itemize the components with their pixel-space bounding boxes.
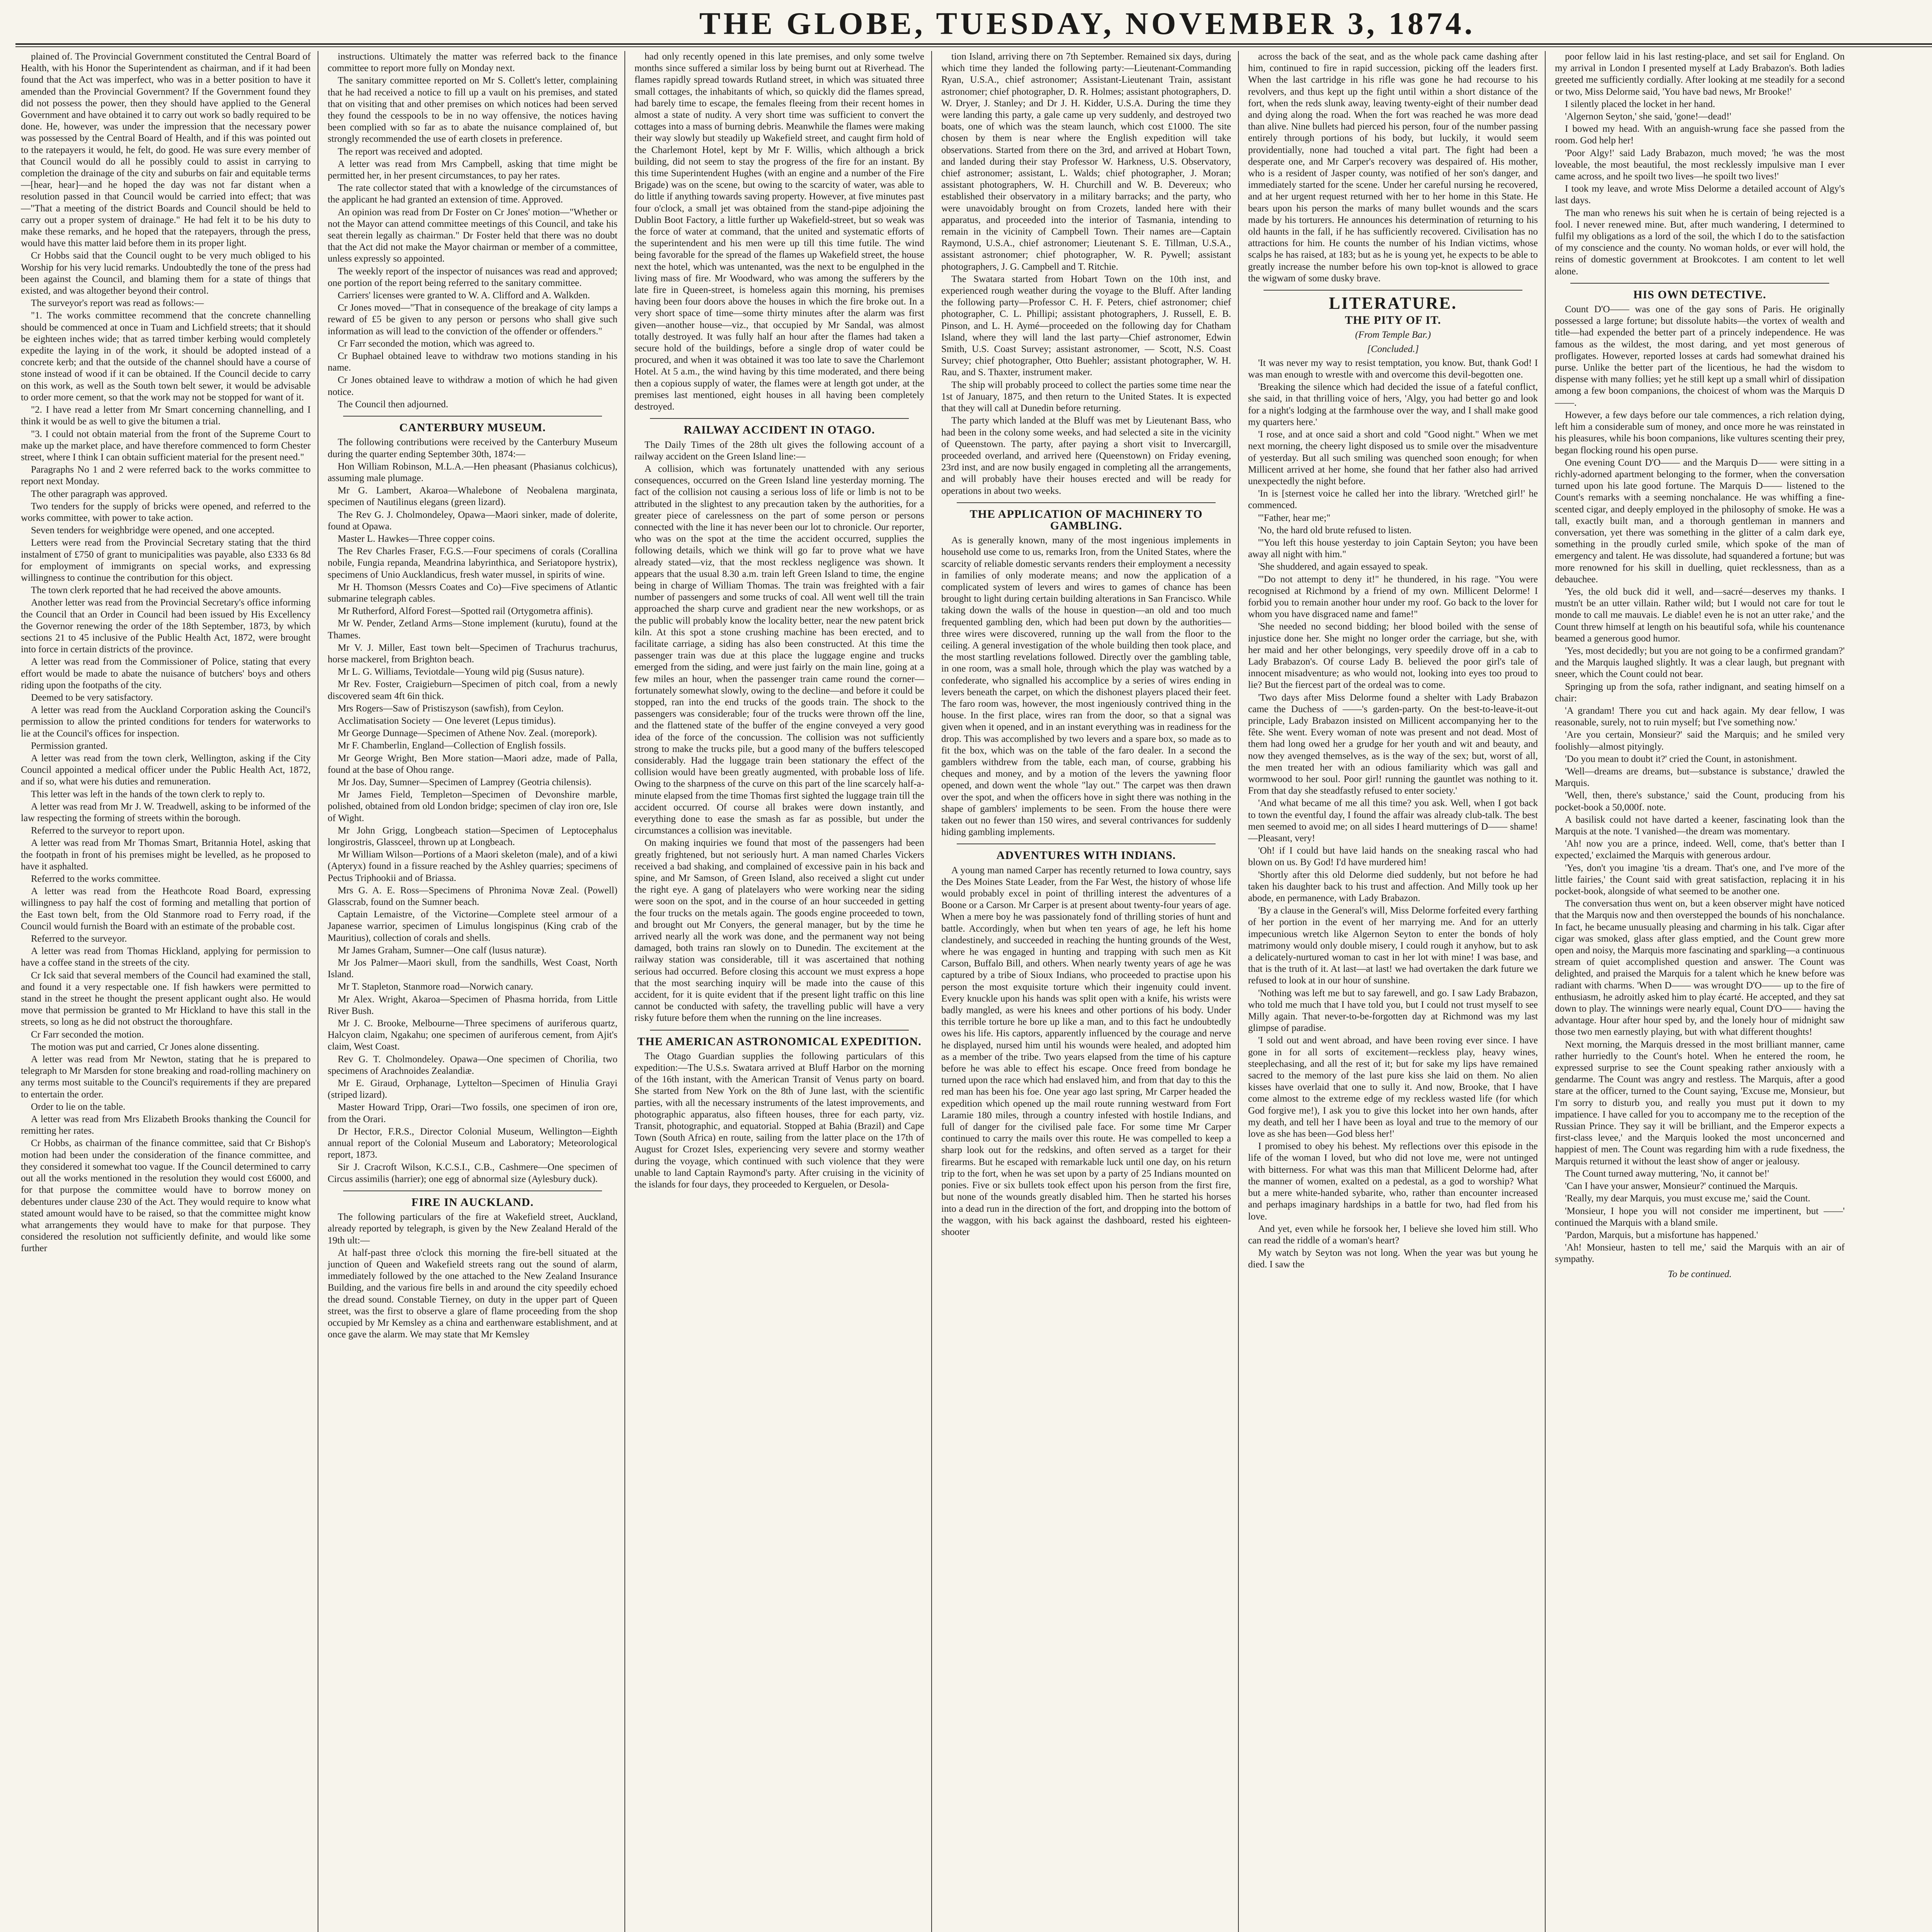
paragraph: Mr H. Thomson (Messrs Coates and Co)—Five specimens of Atlantic submarine telegraph cables. (328, 582, 617, 604)
paragraph: Carriers' licenses were granted to W. A. Clifford and A. Walkden. (338, 290, 590, 301)
paragraph: 'Ah! now you are a prince, indeed. Well, come, that's better than I expected,' exclaimed the Marquis with generous ardour. (1555, 838, 1845, 861)
paragraph: The Swatara started from Hobart Town on the 10th inst, and experienced rough weather during the voyage to the Bluff. After landing the following party—Professor C. H. F. Peters, chief astronomer; chief photographer, C. L. Phillipi; assistant photographers, J. Russell, E. B. Pinson, and L. H. Aymé—proceeded on the following day for Chatham Island, where they will land the last party—Chief astronomer, Edwin Smith, U.S. Coast Survey; assistant astronomer, — Scott, N.S. Coast Survey; chief photographer, Otto Buehler; assistant photographer, W. H. Rau, and S. Thaxter, instrument maker. (941, 274, 1231, 378)
column-2 (322, 51, 623, 1932)
paragraph: 'Breaking the silence which had decided the issue of a fateful conflict, she said, in that thrilling voice of hers, 'Algy, you had better go and look for a night's lodging at the farmhouse over the way, and I shall make good my quarters here.' (1248, 382, 1538, 427)
paragraph: The Otago Guardian supplies the following particulars of this expedition:—The U.S.s. Swatara arrived at Bluff Harbor on the morning of the 16th instant, with the American Transit of Venus party on board. She started from New York on the 8th of June last, with the scientific parties, with all the necessary instruments of the latest improvements, and photographic apparatus, also fifteen houses, three for each party, viz. Transit, photographic, and equatorial. Stopped at Bahia (Brazil) and Cape Town (South Africa) en route, sailing from the latter place on the 17th of August for Crozet Isles, experiencing very severe and stormy weather during the voyage, which continued with such violence that they were unable to land Captain Raymond's party. After cruising in the vicinity of the islands for four days, they proceeded to Kerguelen, or Desola- (634, 1051, 924, 1190)
paragraph: The Rev Charles Fraser, F.G.S.—Four specimens of corals (Corallina nobile, Fungia repanda, Meandrina labyrinthica, and Seriatopore hystrix), specimens of Unio Aucklandicus, fresh water mussel, in spirits of wine. (328, 546, 617, 580)
paragraph: I bowed my head. With an anguish-wrung face she passed from the room. God help her! (1555, 124, 1845, 146)
article-heading: THE PITY OF IT. (1345, 314, 1441, 327)
column-divider (624, 51, 629, 1932)
paragraph: 'Nothing was left me but to say farewell, and go. I saw Lady Brabazon, who told me much that I have told you, but I could not trust myself to see Milly again. That never-to-be-forgotten day at Richmond was my last glimpse of paradise. (1248, 988, 1538, 1034)
paragraph: Order to lie on the table. (31, 1101, 126, 1112)
paragraph: '"Do not attempt to deny it!" he thundered, in his rage. "You were recognised at Richmond by a friend of my own. Millicent Delorme! I forbid you to remain another hour under my roof. Go back to the lover for whom you have disgraced name and fame!" (1248, 574, 1538, 620)
paragraph: The ship will probably proceed to collect the parties some time near the 1st of January, 1875, and then return to the United States. It is expected that they will call at Dunedin before returning. (941, 379, 1231, 414)
paragraph: Cr Farr seconded the motion. (31, 1029, 144, 1040)
paragraph: Deemed to be very satisfactory. (31, 692, 153, 703)
paragraph: A letter was read from Mr J. W. Treadwell, asking to be informed of the law respecting the forming of streets within the borough. (21, 801, 311, 823)
paragraph: 'Oh! if I could but have laid hands on the sneaking rascal who had blown on us. By God! I'd have murdered him! (1248, 845, 1538, 868)
column-divider (1238, 51, 1243, 1932)
continuation-note: To be continued. (1668, 1269, 1732, 1279)
paragraph: had only recently opened in this late premises, and only some twelve months since suffered a similar loss by being burnt out at Riverhead. The flames rapidly spread towards Rutland street, in which was situated three small cottages, the inhabitants of which, so quickly did the flames spread, had barely time to escape, the females fleeing from their recent homes in almost a state of nudity. A very short time was sufficient to convert the cottages into a mass of burning debris. Meanwhile the flames were making their way slowly but steadily up Wakefield street, and caught firm hold of the Charlemont Hotel, kept by Mr F. Willis, which although a brick building, did not seem to stay the progress of the fire for an instant. By this time Superintendent Hughes (with an engine and a number of the Fire Brigade) was on the scene, but owing to the scarcity of water, was able to do little if anything towards saving property. However, at five minutes past four o'clock, a small jet was obtained from the stand-pipe adjoining the Dublin Boot Factory, a little further up Wakefield-street, but so weak was the force of water at command, that the united and systematic efforts of the superintendent and his men were up till this time futile. The wind being favorable for the spread of the flames up Wakefield street, the house next the hotel, which was untenanted, was the next to be engulphed in the living mass of fire. Mr Woodward, who was among the sufferers by the late fire in Queen-street, is homeless again this morning, his premises having been four doors above the houses in which the fire broke out. In a very short space of time—some thirty minutes after the alarm was first given—another house—viz., that occupied by Mr Sandal, was almost totally destroyed. It was fully half an hour after the flames had taken a secure hold of the buildings, before a single drop of water could be procured, and when it was obtained it was too late to save the Charlemont Hotel. At 5 a.m., the wind having by this time moderated, and there being then a copious supply of water, the flames were at length got under, at the premises last mentioned, eight houses in all having been completely destroyed. (634, 51, 924, 412)
paragraph: However, a few days before our tale commences, a rich relation dying, left him a considerable sum of money, and once more he was reinstated in his pleasures, while his boon companions, like vultures scenting their prey, began flocking round his open purse. (1555, 410, 1845, 456)
paragraph: Master Howard Tripp, Orari—Two fossils, one specimen of iron ore, from the Orari. (328, 1102, 617, 1124)
paragraph: One evening Count D'O—— and the Marquis D—— were sitting in a richly-adorned apartment belonging to the former, when the conversation turned upon his late good fortune. The Marquis D—— listened to the Count's remarks with a seeming nonchalance. He was whiffing a fine-scented cigar, and deeply employed in the philosophy of smoke. He was a tall, exactly built man, and a thorough gentleman in manners and conversation, yet there was something in the glitter of a calm dark eye, something in the proudly curled smile, which spoke of the man of emergency and talent. He was dissolute, had squandered a fortune; but was more renowned for his skill in duelling, quiet recklessness, than as a debauchee. (1555, 457, 1845, 585)
paragraph: plained of. The Provincial Government constituted the Central Board of Health, with his Honor the Superintendent as chairman, and if it had been found that the Act was imperfect, who was in a better position to have it amended than the Provincial Government? If the Government found they did not possess the power, then they should have applied to the General Government and have obtained it to carry out work so badly required to be done. He, however, was under the impression that the necessary power was possessed by the Central Board of Health, and if this was pointed out to the ratepayers it would, he felt, do good. He was sure every member of that Council would do all he possibly could to assist in carrying to completion the drainage of the city and suburbs on fair and equitable terms—[hear, hear]—and he hoped the day was not far distant when a resolution passed in that Council would be carried into effect; that was—"That a meeting of the district Boards and Council should be held to carry out a proper system of drainage." He had felt it to be his duty to make these remarks, and he hoped that the ratepayers, through the press, would have this matter laid before them in its proper light. (21, 51, 311, 249)
paragraph: 'She needed no second bidding; her blood boiled with the sense of injustice done her. She might no longer order the carriage, but she, with her maid and her other belongings, very speedily drove off in a cab to Lady Brabazon's. Of course Lady B. believed the poor girl's tale of innocent misadventure; as who would not, looking into eyes too proud to lie? But the fiercest part of the ordeal was to come. (1248, 621, 1538, 690)
paragraph: tion Island, arriving there on 7th September. Remained six days, during which time they landed the following party:—Lieutenant-Commanding Ryan, U.S.A., chief astronomer; Assistant-Lieutenant Train, assistant astronomer; chief photographer, D. R. Holmes; assistant photographers, D. W. Dryer, J. Stanley; and Dr J. H. Kidder, U.S.A. During the time they were landing this party, a gale came up very suddenly, and destroyed two boats, one of which was the steam launch, which cost £1000. The site chosen by them is near where the English expedition will take observations. Started from there on the 3rd, and arrived at Hobart Town, and landed during their stay Professor W. Harkness, U.S. Observatory, chief astronomer; assistant, L. Walds; chief photographer, J. Moran; assistant photographers, W. H. Churchill and W. B. Devereux; who established their observatory in a military barracks; and the party, who were unavoidably brought on from Crozets, landed here with their apparatus, and proceeded into the interior of Tasmania, intending to remain in the vicinity of Campbell Town. Their names are—Captain Raymond, U.S.A., chief astronomer; Lieutenant S. E. Tillman, U.S.A., assistant astronomer; chief photographer, W. R. Pywell; assistant photographers, J. G. Campbell and T. Ritchie. (941, 51, 1231, 272)
paragraph: And yet, even while he forsook her, I believe she loved him still. Who can read the riddle of a woman's heart? (1248, 1223, 1538, 1246)
paragraph: I silently placed the locket in her hand. (1565, 99, 1715, 109)
paragraph: The following particulars of the fire at Wakefield street, Auckland, already reported by telegraph, is given by the New Zealand Herald of the 19th ult:— (328, 1212, 617, 1246)
paragraph: 'Pardon, Marquis, but a misfortune has happened.' (1565, 1230, 1758, 1240)
paragraph: instructions. Ultimately the matter was referred back to the finance committee to report more fully on Monday next. (328, 51, 617, 74)
paragraph: Mr Jos. Day, Sumner—Specimen of Lamprey (Geotria chilensis). (338, 777, 592, 787)
paragraph: Mr Rev. Foster, Craigieburn—Specimen of pitch coal, from a newly discovered seam 4ft 6in thick. (328, 679, 617, 701)
masthead-rule-top (15, 43, 1932, 45)
paragraph: Referred to the surveyor. (31, 934, 127, 944)
paragraph: Cr Farr seconded the motion, which was agreed to. (338, 338, 535, 349)
section-divider (1264, 290, 1522, 291)
paragraph: Mr V. J. Miller, East town belt—Specimen of Trachurus trachurus, horse mackerel, from Brighton beach. (328, 642, 617, 665)
paragraph: The Daily Times of the 28th ult gives the following account of a railway accident on the Green Island line:— (634, 439, 924, 462)
paragraph: Mr G. Lambert, Akaroa—Whalebone of Neobalena marginata, specimen of Nautilinus elegans (green lizard). (328, 485, 617, 508)
paragraph: across the back of the seat, and as the whole pack came dashing after him, continued to fire in rapid succession, picking off the leaders first. When the last cartridge in his rifle was gone he had recourse to his revolvers, and thus kept up the fight until within a short distance of the fort, when the reds slunk away, leaving twenty-eight of their number dead and dying along the road. When the fort was reached he was more dead than alive. Nine bullets had pierced his person, four of the number passing entirely through portions of his body, but luckily, it would seem providentially, none had touched a vital part. The fight had been a desperate one, and Mr Carper's recovery was despaired of. His mother, who is a resident of Jasper county, was notified of her son's danger, and immediately started for the scene. Under her careful nursing he recovered, and at her urgent request returned with her to her home in this State. He bears upon his person the marks of many bullet wounds and the scars made by his torturers. He announces his determination of returning to his old haunts in the fall, if he has sufficiently recovered. Civilisation has no attractions for him. He counts the number of his Indian victims, whose scalps he has raised, at 183; but as he is young yet, he expects to be able to greatly increase the number before his own top-knot is allowed to grace the wigwam of some dusky brave. (1248, 51, 1538, 284)
paragraph: Next morning, the Marquis dressed in the most brilliant manner, came rather hurriedly to the Count's hotel. When he entered the room, he expressed surprise to see the Count speaking rather anxiously with a gendarme. The Count was angry and restless. The Marquis, after a good stare at the officer, turned to the Count saying, 'Excuse me, Monsieur, but I'm sorry to disturb you, and really you must put it down to my impatience. I have called for you to accompany me to the reception of the Russian Prince. They say it will be brilliant, and the Emperor expects a first-class levee,' and the Marquis looked the most unconcerned and happiest of men. The Count was regarding him with a rude fixedness, the Marquis returned it without the least show of anger or jealousy. (1555, 1039, 1845, 1167)
column-divider (1545, 51, 1549, 1932)
paragraph: The Count turned away muttering, 'No, it cannot be!' (1565, 1168, 1769, 1179)
section-divider (1570, 283, 1829, 284)
paragraph: The following contributions were received by the Canterbury Museum during the quarter ending September 30th, 1874:— (328, 437, 617, 459)
paragraph: Cr Jones moved—"That in consequence of the breakage of city lamps a reward of £5 be given to any person or persons who shall give such information as will lead to the conviction of the offender or offenders." (328, 303, 617, 337)
paragraph: 'Are you certain, Monsieur?' said the Marquis; and he smiled very foolishly—almost pityingly. (1555, 730, 1845, 752)
paragraph: Mr T. Stapleton, Stanmore road—Norwich canary. (338, 981, 533, 992)
column-1 (15, 51, 316, 1932)
paragraph: Referred to the works committee. (31, 874, 161, 884)
paragraph: 'Can I have your answer, Monsieur?' continued the Marquis. (1565, 1181, 1798, 1192)
paragraph: 'Two days after Miss Delorme found a shelter with Lady Brabazon came the Duchess of ——'s garden-party. On the best-to-leave-it-out principle, Lady Brabazon insisted on Millicent accompanying her to the fête. She went. Every woman of note was present and not dead. Most of them had long owed her a grudge for her youth and wit and beauty, and now they avenged themselves, as is the way of the sex; but, worst of all, the men treated her with an odious familiarity which was gall and wormwood to her soul. Poor girl! running the gauntlet was nothing to it. From that day she steadfastly refused to enter society.' (1248, 692, 1538, 796)
article-heading: THE AMERICAN ASTRONOMICAL EXPEDITION. (637, 1035, 922, 1048)
article-heading: FIRE IN AUCKLAND. (411, 1196, 534, 1209)
masthead (15, 7, 1932, 40)
paragraph: I took my leave, and wrote Miss Delorme a detailed account of Algy's last days. (1555, 184, 1845, 206)
column-divider (318, 51, 322, 1932)
paragraph: "1. The works committee recommend that the concrete channelling should be commenced at once in Tuam and Lichfield streets; that it should be eighteen inches wide; that as tarred timber kerbing would completely expedite the laying in of the work, it should be adopted instead of a concrete kerb; and that the outside of the channel should have a course of stone instead of wood if it can be obtained. If the Council decide to carry on this work, as well as the South town belt sewer, it would be advisable to order more cement, so that the work may not be stopped for want of it. (21, 310, 311, 403)
paragraph: A basilisk could not have darted a keener, fascinating look than the Marquis at the note. 'I vanished—the dream was momentary. (1555, 814, 1845, 837)
column-4 (936, 51, 1236, 1932)
paragraph: A letter was read from Mrs Campbell, asking that time might be permitted her, in her present circumstances, to pay her rates. (328, 158, 617, 181)
section-divider (343, 416, 602, 417)
paragraph: 'Ah! Monsieur, hasten to tell me,' said the Marquis with an air of sympathy. (1555, 1242, 1845, 1265)
paragraph: The town clerk reported that he had received the above amounts. (31, 585, 281, 596)
paragraph: My watch by Seyton was not long. When the year was but young he died. I saw the (1248, 1248, 1538, 1270)
paragraph: A letter was read from the Heathcote Road Board, expressing willingness to pay half the cost of forming and metalling that portion of the East town belt, from the Old Stanmore road to Ferry road, if the Council would furnish the Board with an estimate of the probable cost. (21, 886, 311, 932)
column-3 (629, 51, 930, 1932)
paragraph: "3. I could not obtain material from the front of the Supreme Court to make up the market place, and have therefore commenced to form Chester street, where I think I can obtain sufficient material for the present need." (21, 429, 311, 463)
paragraph: A letter was read from Mr Newton, stating that he is prepared to telegraph to Mr Marsden for stone breaking and road-rolling machinery on any terms most suitable to the Council's requirements if they are prepared to entertain the order. (21, 1054, 311, 1100)
paragraph: Permission granted. (31, 740, 108, 751)
paragraph: Springing up from the sofa, rather indignant, and seating himself on a chair: (1555, 681, 1845, 704)
paragraph: Mrs Rogers—Saw of Pristiszyson (sawfish), from Ceylon. (338, 703, 564, 714)
paragraph: 'Really, my dear Marquis, you must excuse me,' said the Count. (1565, 1193, 1811, 1204)
article-subheading: [Concluded.] (1367, 344, 1419, 354)
paragraph: I promised to obey his behest. My reflections over this episode in the life of the woman I loved, but who did not love me, were not untinged with bitterness. For what was this man that Millicent Delorme had, after the manner of women, exalted on a pedestal, as a god to worship? What but a mere white-handed sybarite, who, rather than encounter increased and perhaps imaginary hardships in a battle for two, had fled from his love. (1248, 1141, 1538, 1222)
paragraph: Mr James Graham, Sumner—One calf (lusus naturæ). (338, 945, 547, 956)
column-5 (1243, 51, 1543, 1932)
paragraph: 'By a clause in the General's will, Miss Delorme forfeited every farthing of her portion in the event of her marrying me. And for an utterly impecunious wretch like Algernon Seyton to enter the bonds of holy matrimony would only double misery, I could rough it anyhow, but to ask a delicately-nurtured woman to cast in her lot with mine! I was base, and that is the truth of it. At last—at last! we had overtaken the dark future we refused to look at in our hour of sunshine. (1248, 905, 1538, 986)
paragraph: Cr Ick said that several members of the Council had examined the stall, and found it a very respectable one. If fish hawkers were permitted to stand in the street he thought the present applicant ought also. He would move that permission be granted to Mr Hickland to have this stall in the streets, so long as he did not obstruct the thoroughfare. (21, 970, 311, 1027)
paragraph: Referred to the surveyor to report upon. (31, 825, 185, 836)
paragraph: Acclimatisation Society — One leveret (Lepus timidus). (338, 715, 556, 726)
section-divider (343, 1190, 602, 1191)
paragraph: At half-past three o'clock this morning the fire-bell situated at the junction of Queen and Wakefield streets rang out the sound of alarm, immediately followed by the one attached to the New Zealand Insurance Building, and the various fire bells in and around the city speedily echoed the dread sound. Constable Tierney, on duty in the upper part of Queen street, was the first to observe a glare of flame proceeding from the shop occupied by Mr Kemsley as a china and earthenware establishment, and at once gave the alarm. We may state that Mr Kemsley (328, 1247, 617, 1340)
paragraph: The rate collector stated that with a knowledge of the circumstances of the applicant he had granted an extension of time. Approved. (328, 183, 617, 205)
paragraph: 'In is [sternest voice he called her into the library. 'Wretched girl!' he commenced. (1248, 488, 1538, 511)
paragraph: Mr John Grigg, Longbeach station—Specimen of Leptocephalus longirostris, Glassceel, thrown up at Longbeach. (328, 825, 617, 847)
article-subheading: (From Temple Bar.) (1355, 330, 1431, 340)
paragraph: Dr Hector, F.R.S., Director Colonial Museum, Wellington—Eighth annual report of the Colonial Museum and Laboratory; Meteorological report, 1873. (328, 1126, 617, 1160)
paragraph: A letter was read from Thomas Hickland, applying for permission to have a coffee stand in the streets of the city. (21, 946, 311, 968)
paragraph: The report was received and adopted. (338, 146, 483, 157)
paragraph: Cr Hobbs said that the Council ought to be very much obliged to his Worship for his very lucid remarks. Undoubtedly the tone of the press had been against the Council, and blaming them for a state of things that existed, and was altogether beyond their control. (21, 250, 311, 296)
paragraph: The surveyor's report was read as follows:— (31, 298, 204, 309)
paragraph: Mr F. Chamberlin, England—Collection of English fossils. (338, 740, 566, 751)
paragraph: A young man named Carper has recently returned to Iowa country, says the Des Moines State Leader, from the Far West, the history of whose life would probably excel in point of thrilling interest the adventures of a Boone or a Carson. Mr Carper is at present about twenty-four years of age. When a mere boy he was passionately fond of thrilling stories of hunt and battle. Accordingly, when but when ten years of age, he left his home clandestinely, and succeeded in reaching the hunting grounds of the West, where he was engaged in hunting and trapping with such men as Kit Carson, Buffalo Bill, and others. When nearly twenty years of age he was captured by a tribe of Sioux Indians, who proceeded to practise upon his person the most exquisite torture which their ingenuity could invent. Every knuckle upon his hands was split open with a knife, his wrists were badly mangled, as were his knees and other portions of his body. Under this terrible torture he bore up like a man, and to this fact he undoubtedly owes his life. His captors, apparently influenced by the courage and nerve he displayed, nursed him until his wounds were healed, and adopted him as a member of the tribe. Two years elapsed from the time of his capture before he was able to effect his escape. Once freed from bondage he turned upon the race which had enslaved him, and from that day to this the red man has been his foe. One year ago last spring, Mr Carper headed the expedition which opened up the mail route running westward from Fort Laramie 180 miles, through a country infested with hostile Indians, and full of danger for the civilised pale face. For some time Mr Carper continued to carry the mails over this route. He was compelled to keep a sharp look out for the redskins, and often served as a target for their firearms. But he escaped with remarkable luck until one day, on his return trip to the fort, when he was set upon by a party of 25 Indians mounted on ponies. Five or six bullets took effect upon his person from the first fire, but none of the wounds greatly disabled him. Then he started his horses into a dead run in the direction of the fort, and dropping into the bottom of the waggon, with his back against the dashboard, rested his eighteen-shooter (941, 865, 1231, 1237)
paragraph: Mr W. Pender, Zetland Arms—Stone implement (kurutu), found at the Thames. (328, 618, 617, 641)
paragraph: Mrs G. A. E. Ross—Specimens of Phronima Novæ Zeal. (Powell) Glasscrab, found on the Sumner beach. (328, 885, 617, 908)
paragraph: Mr Rutherford, Alford Forest—Spotted rail (Ortygometra affinis). (338, 606, 593, 617)
paragraph: The weekly report of the inspector of nuisances was read and approved; one portion of the report being referred to the sanitary committee. (328, 266, 617, 288)
article-heading: RAILWAY ACCIDENT IN OTAGO. (684, 423, 875, 437)
paragraph: An opinion was read from Dr Foster on Cr Jones' motion—"Whether or not the Mayor can attend committee meetings of this Council, and take his seat therein legally as chairman." Dr Foster held that there was no doubt that the Act did not make the Mayor chairman or member of a committee, unless expressly so appointed. (328, 207, 617, 264)
paragraph: 'A grandam! There you cut and hack again. My dear fellow, I was reasonable, surely, not to ruin myself; but I've something now.' (1555, 705, 1845, 728)
paragraph: A letter was read from the Auckland Corporation asking the Council's permission to allow the printed conditions for tenders for waterworks to lie at the Council's offices for inspection. (21, 705, 311, 739)
paragraph: 'Poor Algy!' said Lady Brabazon, much moved; 'he was the most loveable, the most beautiful, the most recklessly impulsive man I ever came across, and he spoilt two lives—he spoilt two lives!' (1555, 148, 1845, 182)
paragraph: Cr Hobbs, as chairman of the finance committee, said that Cr Bishop's motion had been under the consideration of the finance committee, and they considered it somewhat too vague. If the Council determined to carry out all the works mentioned in the resolution they would cost £6000, and for that purpose the committee would have to borrow money on debentures under clause 230 of the Act. They would require to know what stated amount would have to be raised, so that the committee might know what arrangements they would have to make for that purpose. They considered the resolution not sufficiently definite, and would like some further (21, 1138, 311, 1254)
paragraph: Two tenders for the supply of bricks were opened, and referred to the works committee, with power to take action. (21, 501, 311, 523)
paragraph: 'Well, then, there's substance,' said the Count, producing from his pocket-book a 50,000f. note. (1555, 790, 1845, 813)
paragraph: A letter was read from Mr Thomas Smart, Britannia Hotel, asking that the footpath in front of his premises might be levelled, as he proposed to have it asphalted. (21, 838, 311, 872)
column-divider (931, 51, 936, 1932)
masthead-rule-bottom (15, 46, 1932, 47)
paragraph: As is generally known, many of the most ingenious implements in household use come to us, remarks Iron, from the United States, where the scarcity of reliable domestic servants renders their employment a necessity in families of only moderate means; and now the application of a complicated system of levers and wires to games of chance has been brought to light during certain building alterations in San Francisco. While taking down the walls of the house in question—an old and too much frequented gambling den, which had been put down by the authorities—three wires were discovered, running up the wall from the floor to the ceiling. A general investigation of the whole building then took place, and the most startling revelations followed. Directly over the gambling table, in one room, was a small hole, through which the play was watched by a confederate, who signalled his accomplice by a series of wires ending in levers beneath the carpet, on which the dishonest players placed their feet. The faro room was, however, the most ingeniously contrived thing in the house. In the first place, wires ran from the door, so that a signal was given when it opened, and in an instant everything was in readiness for the drop. This was accomplished by two levers and a spare box, so made as to fit the box, which was on the table of the faro dealer. In a second the gamblers withdrew from the table, each man, of course, grabbing his cheques and money, and by a motion of the levers the yawning floor opened, and down went the whole "lay out." The carpet was then drawn over the spot, and when the officers hove in sight there was nothing in the shape of gamblers' implements to be seen. From the house there were taken out no fewer than 150 wires, and several contrivances for suddenly hiding gambling implements. (941, 535, 1231, 838)
paragraph: Another letter was read from the Provincial Secretary's office informing the Council that an Order in Council had been issued by His Excellency the Governor renewing the order of the 18th September, 1873, by which sections 21 to 45 inclusive of the Public Health Act, 1872, were brought into force in certain districts of the province. (21, 597, 311, 655)
newspaper-title: THE GLOBE, TUESDAY, NOVEMBER 3, 1874. (699, 6, 1476, 41)
paragraph: 'And what became of me all this time? you ask. Well, when I got back to town the eventful day, I found the affair was already club-talk. The best men seemed to avoid me; on all sides I heard mutterings of D—— shame!—Pleasant, very! (1248, 798, 1538, 844)
paragraph: The party which landed at the Bluff was met by Lieutenant Bass, who had been in the colony some weeks, and had selected a site in the vicinity of Queenstown. The party, after paying a short visit to Invercargill, proceeded overland, and arrived here (Queenstown) on Friday evening, 23rd inst, and are now busily engaged in completing all the arrangements, and will probably have their houses erected and will be ready for operations in about two weeks. (941, 415, 1231, 496)
paragraph: Rev G. T. Cholmondeley. Opawa—One specimen of Chorilia, two specimens of Arachnoides Zealandiæ. (328, 1054, 617, 1076)
paragraph: Mr George Dunnage—Specimen of Athene Nov. Zeal. (morepork). (338, 728, 597, 739)
article-heading: THE APPLICATION OF MACHINERY TO GAMBLING. (969, 507, 1203, 532)
paragraph: Letters were read from the Provincial Secretary stating that the third instalment of £750 of grant to municipalities was payable, also £333 6s 8d for employment of immigrants on special works, and expressing willingness to continue the contribution for this object. (21, 537, 311, 583)
paragraph: 'Shortly after this old Delorme died suddenly, but not before he had taken his daughter back to his trust and affection. And Milly took up her abode, en permanence, with Lady Brabazon. (1248, 869, 1538, 904)
paragraph: Mr Jos Palmer—Maori skull, from the sandhills, West Coast, North Island. (328, 957, 617, 980)
paragraph: Paragraphs No 1 and 2 were referred back to the works committee to report next Monday. (21, 464, 311, 487)
paragraph: The motion was put and carried, Cr Jones alone dissenting. (31, 1041, 259, 1052)
paragraph: Cr Buphael obtained leave to withdraw two motions standing in his name. (328, 351, 617, 373)
paragraph: 'I rose, and at once said a short and cold "Good night." When we met next morning, the cheery light disposed us to smile over the misadventure of yesterday. But all such smiling was quenched soon enough; for when Millicent arrived at her home, she found that her father also had arrived unexpectedly the night before. (1248, 429, 1538, 486)
paragraph: Mr L. G. Williams, Teviotdale—Young wild pig (Susus nature). (338, 667, 585, 677)
paragraph: 'Yes, most decidedly; but you are not going to be a confirmed grandam?' and the Marquis laughed slightly. It was a clear laugh, but pregnant with sneer, which the Count could not bear. (1555, 645, 1845, 680)
paragraph: The conversation thus went on, but a keen observer might have noticed that the Marquis now and then overstepped the bounds of his nonchalance. In fact, he became unusually pleasing and charming in his talk. Cigar after cigar was smoked, glass after glass emptied, and the Count grew more open and noisy, the Marquis more fascinating and sparkling—a continuous stream of quiet accomplished question and answer. The Count was delighted, and praised the Marquis for a talent which he knew before was radiant with charms. 'When D—— was wrought D'O—— up to the fire of enthusiasm, he adroitly asked him to play écarté. He accepted, and they sat down to play. The winnings were nearly equal, Count D'O—— having the advantage. Hour after hour sped by, and the lonely hour of midnight saw those two men earnestly playing, but with what different thoughts! (1555, 898, 1845, 1037)
paragraph: 'Yes, don't you imagine 'tis a dream. That's one, and I've more of the little fairies,' the Count said with great satisfaction, replacing it in his pocket-book, alongside of what seemed to be another one. (1555, 862, 1845, 897)
paragraph: Seven tenders for weighbridge were opened, and one accepted. (31, 525, 275, 536)
paragraph: '"You left this house yesterday to join Captain Seyton; you have been away all night with him." (1248, 537, 1538, 560)
paragraph: "2. I have read a letter from Mr Smart concerning channelling, and I think it would be as well to give the bitumen a trial. (21, 405, 311, 427)
paragraph: Mr E. Giraud, Orphanage, Lyttelton—Specimen of Hinulia Grayi (striped lizard). (328, 1078, 617, 1100)
paragraph: Cr Jones obtained leave to withdraw a motion of which he had given notice. (328, 375, 617, 397)
paragraph: 'I sold out and went abroad, and have been roving ever since. I have gone in for all sorts of excitement—reckless play, heavy wines, steeplechasing, and all the rest of it; but for sake my lips have remained sacred to the memory of the last pure kiss she laid on them. No alien kisses have overlaid that one to sully it. And now, Brooke, that I have come almost to the extreme edge of my reckless wasted life (for which God forgive me!), I ask you to give this locket into her own hands, after my death, and tell her I have been as loyal and true to the memory of our love as she has been—God bless her!' (1248, 1035, 1538, 1139)
article-heading: LITERATURE. (1329, 294, 1457, 313)
paragraph: A letter was read from the town clerk, Wellington, asking if the City Council appointed a medical officer under the Public Health Act, 1872, and if so, what were his duties and remuneration. (21, 753, 311, 787)
paragraph: Master L. Hawkes—Three copper coins. (338, 533, 495, 544)
paragraph: 'Monsieur, I hope you will not consider me impertinent, but ——' continued the Marquis with a bland smile. (1555, 1206, 1845, 1228)
paragraph: A letter was read from the Commissioner of Police, stating that every effort would be made to abate the nuisance of butchers' boys and others riding upon the footpaths of the city. (21, 656, 311, 690)
section-divider (650, 418, 909, 419)
paragraph: 'Do you mean to doubt it?' cried the Count, in astonishment. (1565, 753, 1797, 764)
paragraph: Mr J. C. Brooke, Melbourne—Three specimens of auriferous quartz, Halcyon claim, Ngakahu; one specimen of auriferous cement, from Ajit's claim, West Coast. (328, 1018, 617, 1052)
paragraph: A collision, which was fortunately unattended with any serious consequences, occurred on the Green Island line yesterday morning. The fact of the collision not causing a serious loss of life or limb is not to be attributed in the slightest to any precaution taken by the authorities, for a greater piece of carelessness on the part of some person or persons connected with the line it has never been our lot to chronicle. Our reporter, who was on the spot at the time the accident occurred, supplies the following details, which we think will go far to prove what we have already stated—viz, that the most reckless negligence was shown. It appears that the usual 8.30 a.m. train left Green Island to time, the engine being in charge of William Thomas. The train was freighted with a fair number of passengers and some trucks of coal. All went well till the train approached the sharp curve and gradient near the new workshops, or as the public will probably know the locality better, near the new patent brick kiln. At this spot a stone crushing machine has been erected, and to facilitate carriage, a siding has also been constructed. At this time the passenger train was due at this place the luggage engine and trucks emerged from the siding, and were just fairly on the main line, going at a few miles an hour, when the passenger train came round the corner—fortunately somewhat slowly, owing to the decline—and before it could be stopped, ran into the end trucks of the goods train. The shock to the passengers was considerable; four of the trucks were thrown off the line, and the flattened state of the buffer of the engine conveyed a very good idea of the force of the concussion. The collision was not sufficiently strong to make the trucks pile, but a good many of the buffers telescoped considerably. Had the luggage train been stationary the effect of the collision would have been greatly augmented, with probable loss of life. Owing to the sharpness of the curve on this part of the line scarcely half-a-minute elapsed from the time Thomas first sighted the luggage train till the accident occurred. Of course all brakes were down instantly, and everything done to ease the smash as far as possible, but under the circumstances a collision was inevitable. (634, 463, 924, 836)
paragraph: 'Well—dreams are dreams, but—substance is substance,' drawled the Marquis. (1555, 766, 1845, 789)
paragraph: The sanitary committee reported on Mr S. Collett's letter, complaining that he had received a notice to fill up a vault on his premises, and stated that on visiting that and other premises on which notices had been served they found the cesspools to be in no way offensive, the notices having been complied with so far as to abate the nuisance complained of, but strongly recommended the use of earth closets in preference. (328, 75, 617, 145)
paragraph: Sir J. Cracroft Wilson, K.C.S.I., C.B., Cashmere—One specimen of Circus assimilis (harrier); one egg of abnormal size (Aylesbury duck). (328, 1162, 617, 1184)
paragraph: 'It was never my way to resist temptation, you know. But, thank God! I was man enough to wrestle with and overcome this devil-begotten one. (1248, 357, 1538, 380)
paragraph: '"Father, hear me;" (1258, 512, 1331, 523)
paragraph: Hon William Robinson, M.L.A.—Hen pheasant (Phasianus colchicus), assuming male plumage. (328, 461, 617, 483)
paragraph: Mr George Wright, Ben More station—Maori adze, made of Palla, found at the base of Ohou range. (328, 753, 617, 775)
paragraph: 'She shuddered, and again essayed to speak. (1258, 561, 1428, 572)
paragraph: 'No, the hard old brute refused to listen. (1258, 525, 1412, 536)
paragraph: 'Yes, the old buck did it well, and—sacré—deserves my thanks. I mustn't be an utter villain. Rather wild; but I would not care for tout le monde to call me mauvais. Le diable! even he is not an utter rake,' and the Count threw himself at length on his beautiful sofa, while his countenance beamed a generous good humor. (1555, 586, 1845, 644)
article-heading: ADVENTURES WITH INDIANS. (996, 849, 1176, 862)
paragraph: On making inquiries we found that most of the passengers had been greatly frightened, but not seriously hurt. A man named Charles Vickers received a bad shaking, and complained of excessive pain in his back and spine, and Mr Samson, of Green Island, also received a slight cut under the right eye. A gang of platelayers who were working near the siding were soon on the spot, and in the course of an hour succeeded in getting the four trucks on the metals again. The goods engine proceeded to town, and brought out Mr Conyers, the general manager, but by the time he arrived nearly all the work was done, and the permanent way not being damaged, both trains ran slowly on to Dunedin. The excitement at the railway station was considerable, till it was ascertained that nothing serious had occurred. Before closing this account we must express a hope that the most searching inquiry will be made into the cause of this accident, for it is quite evident that if the present light traffic on this line cannot be conducted with safety, the travelling public will have a very risky future before them when the running on the line increases. (634, 838, 924, 1024)
article-heading: CANTERBURY MUSEUM. (399, 421, 546, 434)
paragraph: The man who renews his suit when he is certain of being rejected is a fool. I never renewed mine. But, after much wandering, I determined to fulfil my obligations as a lord of the soil, the which I do to the satisfaction of my conscience and the county. No woman holds, or ever will hold, the reins of domestic government at Brookcotes. I am content to let well alone. (1555, 207, 1845, 277)
paragraph: A letter was read from Mrs Elizabeth Brooks thanking the Council for remitting her rates. (21, 1114, 311, 1136)
paragraph: 'Algernon Seyton,' she said, 'gone!—dead!' (1565, 111, 1731, 122)
paragraph: The Council then adjourned. (338, 399, 449, 410)
paragraph: Mr William Wilson—Portions of a Maori skeleton (male), and of a kiwi (Apteryx) found in a fissure reached by the Ashley quarries; specimens of Pectus Triphookii and of Briassa. (328, 849, 617, 883)
paragraph: Mr James Field, Templeton—Specimen of Devonshire marble, polished, obtained from old London bridge; specimen of clay iron ore, Isle of Wight. (328, 789, 617, 823)
section-divider (957, 502, 1216, 503)
paragraph: Captain Lemaistre, of the Victorine—Complete steel armour of a Japanese warrior, specimen of Limulus longispinus (King crab of the Mauritius), collection of corals and shells. (328, 909, 617, 943)
article-heading: HIS OWN DETECTIVE. (1633, 288, 1766, 301)
paragraph: The other paragraph was approved. (31, 488, 168, 499)
column-6 (1549, 51, 1850, 1932)
paragraph: poor fellow laid in his last resting-place, and set sail for England. On my arrival in London I presented myself at Lady Brabazon's. Both ladies greeted me sufficiently cordially. After looking at me steadily for a second or two, Miss Delorme said, 'You have bad news, Mr Brooke!' (1555, 51, 1845, 97)
paragraph: This letter was left in the hands of the town clerk to reply to. (31, 789, 265, 799)
section-divider (650, 1030, 909, 1031)
paragraph: Count D'O—— was one of the gay sons of Paris. He originally possessed a large fortune; but dissolute habits—the vortex of wealth and title—had expended the better part of a princely independence. He was famous as the wildest, the most daring, and yet most generous of profligates. However, reported losses at cards had somewhat drained his purse. Unlike the better part of the licentious, he had the wisdom to dispense with many follies; yet he still kept up a small whirl of dissipation among a few boon companions, the choicest of whom was the Marquis D——. (1555, 304, 1845, 408)
newspaper-columns (15, 51, 1932, 1932)
paragraph: The Rev G. J. Cholmondeley, Opawa—Maori sinker, made of dolerite, found at Opawa. (328, 509, 617, 532)
paragraph: Mr Alex. Wright, Akaroa—Specimen of Phasma horrida, from Little River Bush. (328, 994, 617, 1016)
